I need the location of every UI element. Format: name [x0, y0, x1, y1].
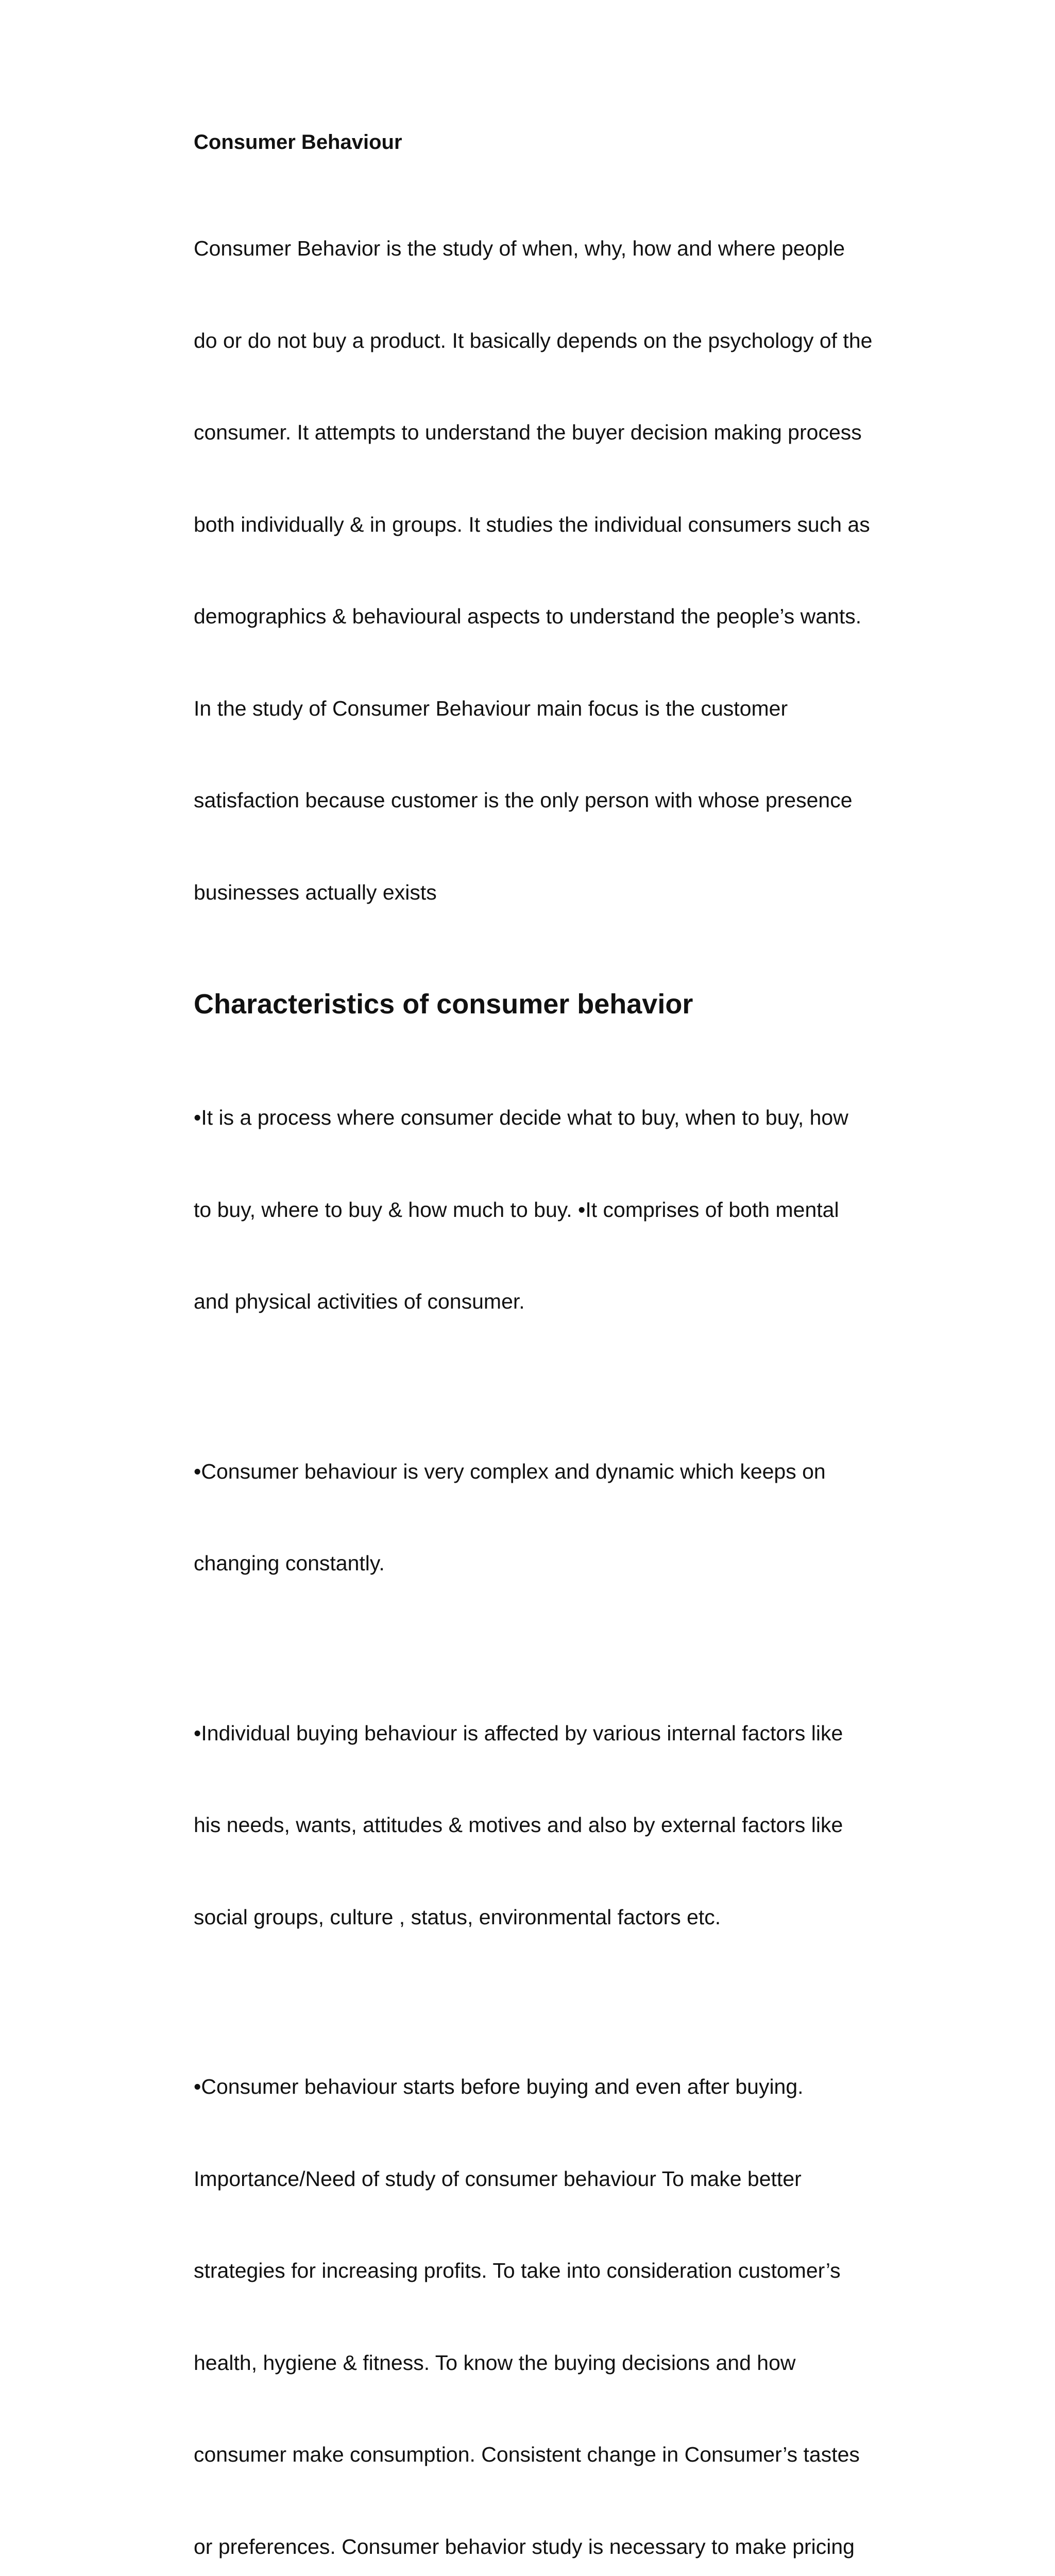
paragraph-line: •Consumer behaviour starts before buying and even after buying. — [194, 2075, 804, 2098]
paragraph-line: health, hygiene & fitness. To know the buying decisions and how — [194, 2350, 796, 2375]
bullet-paragraph-2 — [194, 1395, 946, 1640]
paragraph-line: •It is a process where consumer decide what to buy, when to buy, how — [194, 1106, 848, 1129]
paragraph-line: strategies for increasing profits. To take into consideration customer’s — [194, 2259, 841, 2282]
intro-paragraph — [194, 172, 946, 969]
intro-line: satisfaction because customer is the only person with whose presence — [194, 788, 853, 812]
document-title: Consumer Behaviour — [194, 131, 402, 154]
paragraph-line: consumer make consumption. Consistent change in Consumer’s tastes — [194, 2443, 860, 2466]
bullet-paragraph-1 — [194, 1041, 946, 1379]
intro-line: Consumer Behavior is the study of when, why, how and where people — [194, 236, 845, 260]
paragraph-line: •Consumer behaviour is very complex and dynamic which keeps on — [194, 1459, 826, 1483]
paragraph-line: or preferences. Consumer behavior study is necessary to make pricing — [194, 2534, 855, 2558]
intro-line: demographics & behavioural aspects to understand the people’s wants. — [194, 604, 862, 628]
paragraph-line: and physical activities of consumer. — [194, 1290, 525, 1313]
intro-line: consumer. It attempts to understand the buyer decision making process — [194, 420, 862, 444]
paragraph-line: changing constantly. — [194, 1551, 385, 1575]
intro-line: both individually & in groups. It studies the individual consumers such as — [194, 512, 870, 536]
intro-line: businesses actually exists — [194, 880, 437, 904]
paragraph-line: his needs, wants, attitudes & motives and also by external factors like — [194, 1813, 843, 1837]
paragraph-line: social groups, culture , status, environmental factors etc. — [194, 1905, 721, 1929]
bullet-paragraph-4 — [194, 2010, 946, 2576]
paragraph-line: •Individual buying behaviour is affected by various internal factors like — [194, 1721, 843, 1745]
paragraph-line: to buy, where to buy & how much to buy. •It comprises of both mental — [194, 1197, 839, 1222]
intro-line: do or do not buy a product. It basically depends on the psychology of the — [194, 328, 873, 352]
intro-line: In the study of Consumer Behaviour main focus is the customer — [194, 696, 788, 720]
section-heading: Characteristics of consumer behavior — [194, 989, 693, 1020]
document-page — [194, 128, 946, 2576]
bullet-paragraph-3 — [194, 1657, 946, 1994]
paragraph-line: Importance/Need of study of consumer behaviour To make better — [194, 2166, 802, 2191]
